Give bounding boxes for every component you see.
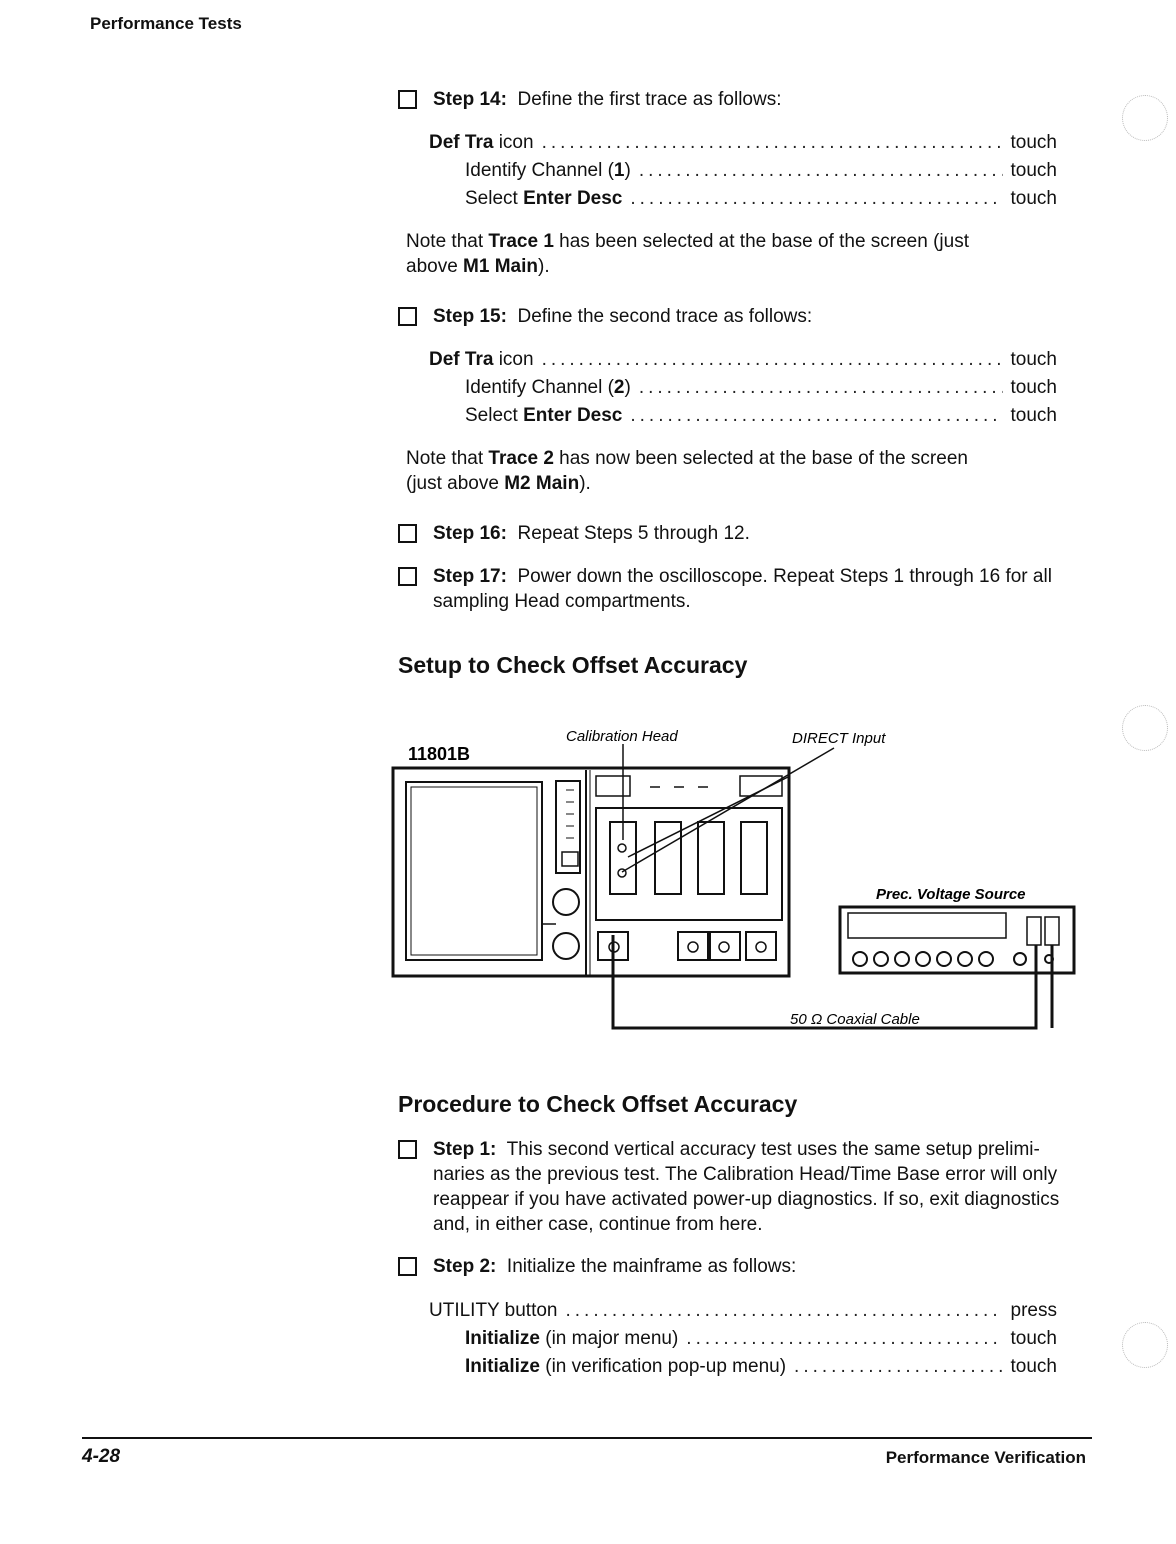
calibration-head-label: Calibration Head [566,728,678,745]
step-14-instructions [429,129,1057,213]
instruction-action: touch [1010,1356,1057,1377]
binder-hole-top [1122,95,1168,141]
instruction-row: Select Enter Desc ..... touch [429,185,1057,213]
running-header: Performance Tests [90,14,242,33]
step-14-note: Note that Trace 1 has been selected at the base of the screen (just above M1 Main). [406,231,969,277]
procedure-heading: Procedure to Check Offset Accuracy [398,1091,798,1117]
connector-dots [609,844,766,952]
procedure-step-2-checkbox[interactable] [398,1257,417,1276]
coaxial-cable-label: 50 Ω Coaxial Cable [790,1011,920,1028]
instruction-row: Def Tra icon ..... touch [429,129,1057,157]
mainframe-label: 11801B [408,744,471,764]
step-15-checkbox[interactable] [398,307,417,326]
binder-hole-bottom [1122,1322,1168,1368]
procedure-step-2 [433,1254,796,1279]
instruction-action: touch [1010,188,1057,209]
step-text: Initialize the mainframe as follows: [506,1256,797,1277]
instruction-row: Initialize (in major menu) ..... touch [429,1325,1057,1353]
step-text: This second vertical accuracy test uses the same setup prelimi-naries as the previous test. The Calibration Head/Time Base error will only reappear if you have activated power-up diagnostics. If so, exit diagnostics and, in either case, continue from here. [433,1139,1060,1235]
step-text: Power down the oscilloscope. Repeat Steps 1 through 16 for all sampling Head compartments. [433,566,1052,612]
instruction-action: touch [1010,405,1057,426]
instruction-row: UTILITY button ..... press [429,1297,1057,1325]
instruction-row: Def Tra icon ..... touch [429,346,1057,374]
instruction-action: touch [1010,349,1057,370]
instruction-row: Select Enter Desc ..... touch [429,402,1057,430]
voltage-source-label: Prec. Voltage Source [876,886,1026,903]
page-number: 4-28 [82,1446,121,1467]
step-label: Step 2: [433,1256,497,1277]
instruction-row: Identify Channel (2) ..... touch [429,374,1057,402]
instruction-action: press [1010,1300,1057,1321]
step-17 [433,564,1073,614]
setup-heading: Setup to Check Offset Accuracy [398,652,748,678]
procedure-step-1-checkbox[interactable] [398,1140,417,1159]
step-15-instructions [429,346,1057,430]
step-text: Repeat Steps 5 through 12. [517,523,750,544]
procedure-step-2-instructions [429,1297,1057,1381]
step-label: Step 17: [433,566,507,587]
step-14 [433,87,781,112]
step-14-checkbox[interactable] [398,90,417,109]
instruction-row: Initialize (in verification pop-up menu) ..... touch [429,1353,1057,1381]
instruction-action: touch [1010,377,1057,398]
step-text: Define the first trace as follows: [517,89,782,110]
step-text: Define the second trace as follows: [517,306,813,327]
binder-hole-middle [1122,705,1168,751]
instruction-action: touch [1010,160,1057,181]
step-16-checkbox[interactable] [398,524,417,543]
instruction-action: touch [1010,1328,1057,1349]
precision-voltage-source [840,907,1074,973]
footer-title: Performance Verification [885,1448,1086,1467]
direct-input-label: DIRECT Input [792,730,886,747]
procedure-step-1 [433,1137,1081,1237]
step-label: Step 14: [433,89,507,110]
step-label: Step 1: [433,1139,497,1160]
oscilloscope-mainframe [393,768,789,976]
step-16 [433,521,750,546]
step-label: Step 16: [433,523,507,544]
footer-rule [82,1437,1092,1439]
step-17-checkbox[interactable] [398,567,417,586]
step-15 [433,304,812,329]
step-15-note: Note that Trace 2 has now been selected at the base of the screen (just above M2 Main). [406,448,968,494]
instruction-row: Identify Channel (1) ..... touch [429,157,1057,185]
step-label: Step 15: [433,306,507,327]
offset-accuracy-setup-diagram [380,720,1100,1040]
instruction-action: touch [1010,132,1057,153]
